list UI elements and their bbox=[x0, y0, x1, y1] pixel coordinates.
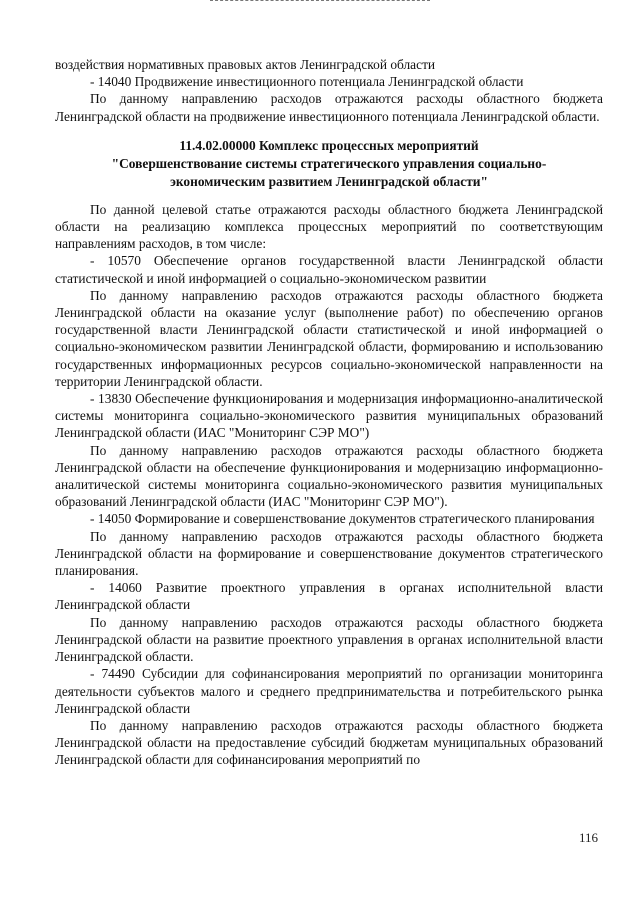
paragraph: По данному направлению расходов отражаются расходы областного бюджета Ленинградской области на формирование и совершенствование документов стратегического планирования. bbox=[55, 528, 603, 579]
paragraph: По данному направлению расходов отражаются расходы областного бюджета Ленинградской области на продвижение инвестиционного потенциала Ленинградской области. bbox=[55, 91, 603, 124]
paragraph: - 14060 Развитие проектного управления в органах исполнительной власти Ленинградской области bbox=[55, 580, 603, 613]
heading-line-1: 11.4.02.00000 Комплекс процессных мероприятий bbox=[179, 137, 479, 153]
paragraph: воздействия нормативных правовых актов Ленинградской области bbox=[55, 57, 436, 72]
top-paragraphs bbox=[55, 56, 603, 125]
heading-line-3: экономическим развитием Ленинградской области" bbox=[170, 173, 488, 189]
paragraph: - 14050 Формирование и совершенствование документов стратегического планирования bbox=[90, 511, 595, 527]
scan-top-artifact bbox=[210, 0, 430, 4]
paragraph: По данному направлению расходов отражаются расходы областного бюджета Ленинградской области на оказание услуг (выполнение работ) по обеспечению органов государственной власти Ленинградской области статистической и иной информацией о социально-экономическом развитии Ленинградской области, формированию и использованию государственных информационных ресурсов социально-экономической направленности на территории Ленинградской области. bbox=[55, 287, 603, 389]
paragraph: - 14040 Продвижение инвестиционного потенциала Ленинградской области bbox=[90, 74, 524, 90]
paragraph: - 13830 Обеспечение функционирования и модернизация информационно-аналитической системы мониторинга социально-экономического развития муниципальных образований Ленинградской области (ИАС "Мониторинг СЭР МО") bbox=[55, 391, 603, 441]
paragraph: По данному направлению расходов отражаются расходы областного бюджета Ленинградской области на обеспечение функционирования и модернизацию информационно-аналитической системы мониторинга социально-экономического развития муниципальных образований Ленинградской области (ИАС "Мониторинг СЭР МО"). bbox=[55, 442, 603, 510]
paragraph: - 10570 Обеспечение органов государственной власти Ленинградской области статистической и иной информацией о социально-экономическом развитии bbox=[55, 253, 603, 286]
page-number: 116 bbox=[578, 830, 598, 845]
paragraph: По данной целевой статье отражаются расходы областного бюджета Ленинградской области на реализацию комплекса процессных мероприятий по соответствующим направлениям расходов, в том числе: bbox=[55, 201, 603, 252]
section-heading bbox=[55, 137, 603, 191]
paragraph: - 74490 Субсидии для софинансирования мероприятий по организации мониторинга деятельности субъектов малого и среднего предпринимательства и потребительского рынка Ленинградской области bbox=[55, 666, 603, 716]
heading-line-2: "Совершенствование системы стратегического управления социально- bbox=[111, 155, 547, 171]
main-paragraphs bbox=[55, 201, 603, 769]
paragraph: По данному направлению расходов отражаются расходы областного бюджета Ленинградской области на развитие проектного управления в органах исполнительной власти Ленинградской области. bbox=[55, 614, 603, 665]
document-page bbox=[55, 56, 603, 769]
paragraph: По данному направлению расходов отражаются расходы областного бюджета Ленинградской области на предоставление субсидий бюджетам муниципальных образований Ленинградской области для софинансирования мероприятий по bbox=[55, 717, 603, 768]
